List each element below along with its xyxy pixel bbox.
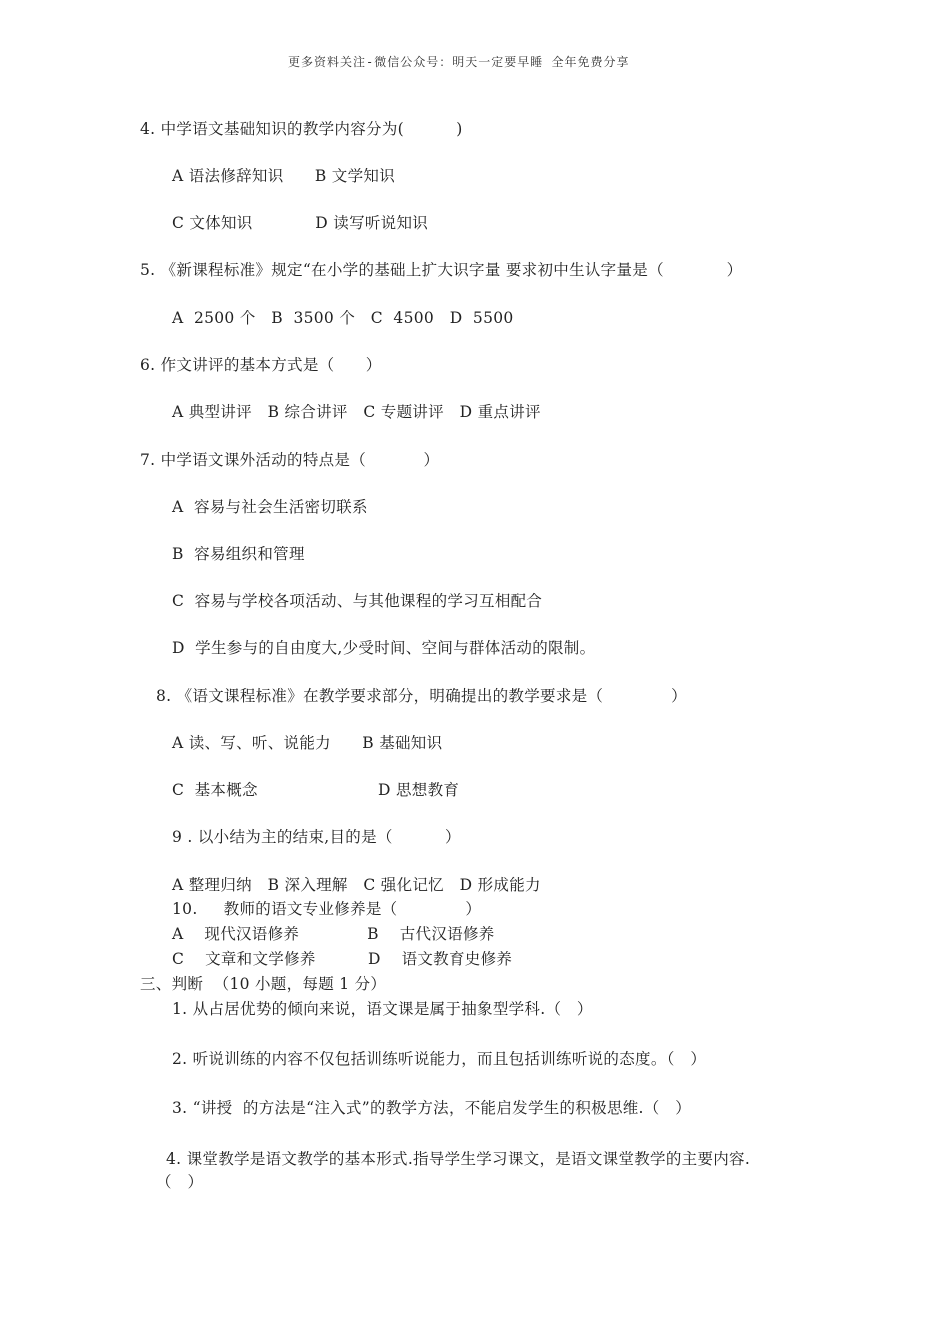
judgment-2: 2. 听说训练的内容不仅包括训练听说能力，而且包括训练听说的态度。（ ） — [172, 1050, 707, 1068]
judgment-1: 1. 从占居优势的倾向来说，语文课是属于抽象型学科.（ ） — [172, 1000, 593, 1018]
judgment-4-blank: （ ） — [156, 1173, 204, 1191]
question-7-option-d: D 学生参与的自由度大,少受时间、空间与群体活动的限制。 — [172, 639, 596, 657]
question-7-option-a: A 容易与社会生活密切联系 — [172, 498, 368, 516]
judgment-4: 4. 课堂教学是语文教学的基本形式.指导学生学习课文，是语文课堂教学的主要内容. — [166, 1150, 751, 1168]
question-7-option-c: C 容易与学校各项活动、与其他课程的学习互相配合 — [172, 592, 543, 610]
question-8-options-ab: A 读、写、听、说能力 B 基础知识 — [172, 734, 443, 752]
question-8-options-cd: C 基本概念 D 思想教育 — [172, 781, 460, 799]
page-header: 更多资料关注-微信公众号：明天一定要早睡 全年免费分享 — [288, 55, 630, 69]
question-7-option-b: B 容易组织和管理 — [172, 545, 305, 563]
question-10-options-ab: A 现代汉语修养 B 古代汉语修养 — [172, 925, 495, 943]
question-8: 8. 《语文课程标准》在教学要求部分，明确提出的教学要求是（ ） — [156, 687, 687, 705]
question-4-options-ab: A 语法修辞知识 B 文学知识 — [172, 167, 396, 185]
question-4: 4. 中学语文基础知识的教学内容分为( ) — [140, 120, 463, 138]
question-4-options-cd: C 文体知识 D 读写听说知识 — [172, 214, 429, 232]
question-5-options: A 2500 个 B 3500 个 C 4500 D 5500 — [172, 309, 514, 327]
question-10-options-cd: C 文章和文学修养 D 语文教育史修养 — [172, 950, 513, 968]
question-9-options: A 整理归纳 B 深入理解 C 强化记忆 D 形成能力 — [172, 876, 541, 894]
question-9: 9 . 以小结为主的结束,目的是（ ） — [172, 828, 461, 846]
question-5: 5. 《新课程标准》规定“在小学的基础上扩大识字量 要求初中生认字量是（ ） — [140, 261, 743, 279]
section-3-heading: 三、判断 （10 小题，每题 1 分） — [140, 975, 387, 993]
question-6-options: A 典型讲评 B 综合讲评 C 专题讲评 D 重点讲评 — [172, 403, 541, 421]
question-7: 7. 中学语文课外活动的特点是（ ） — [140, 451, 440, 469]
question-6: 6. 作文讲评的基本方式是（ ） — [140, 356, 382, 374]
judgment-3: 3. “讲授 的方法是“注入式”的教学方法，不能启发学生的积极思维.（ ） — [172, 1099, 692, 1117]
question-10: 10. 教师的语文专业修养是（ ） — [172, 900, 482, 918]
